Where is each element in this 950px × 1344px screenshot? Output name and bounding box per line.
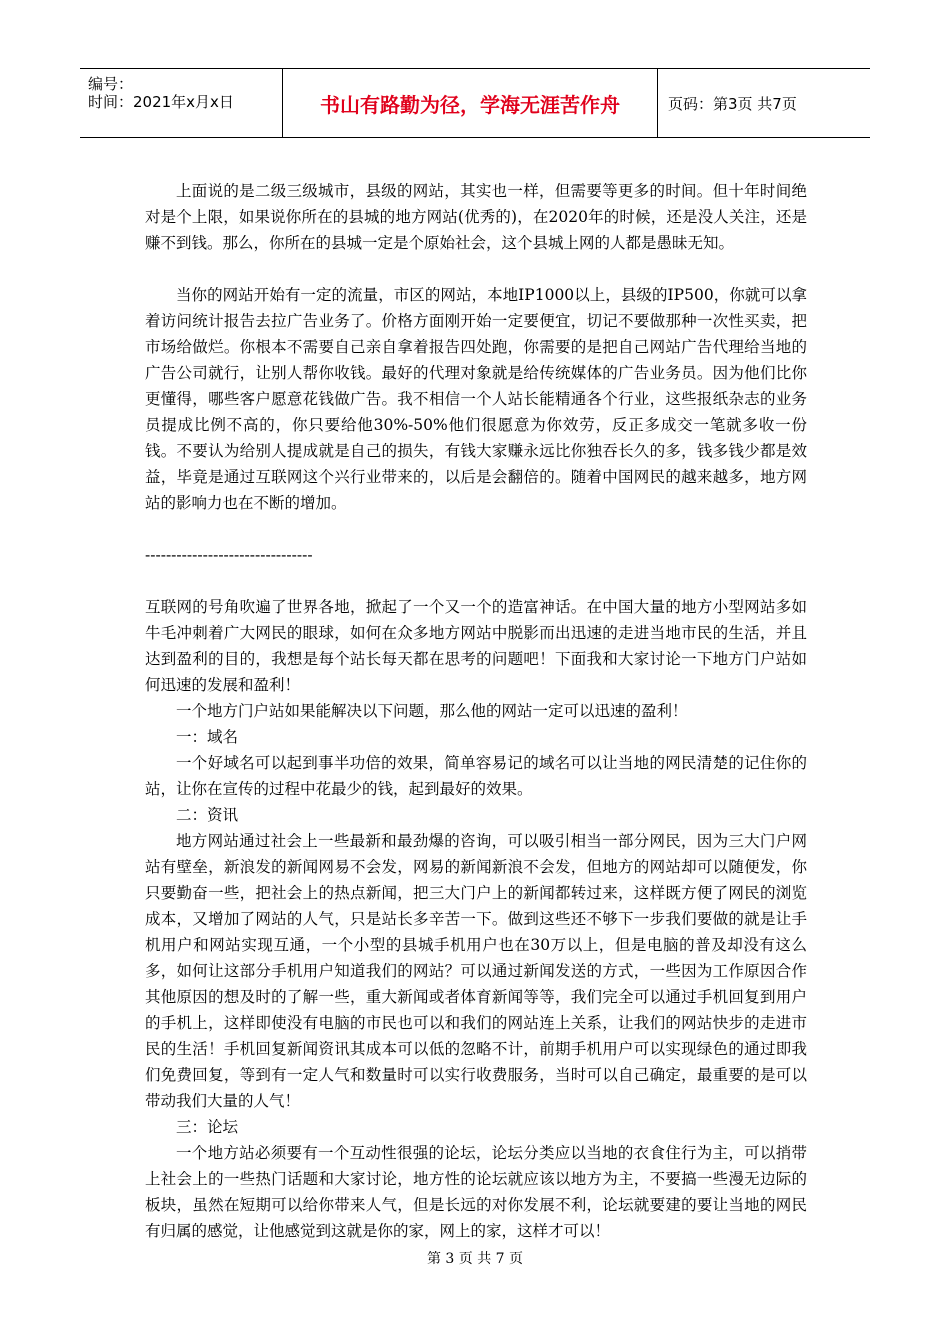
document-header — [80, 68, 870, 138]
header-page-info: 页码：第3页 共7页 — [668, 94, 797, 113]
date-line: 时间：2021年x月x日 — [88, 93, 234, 111]
serial-label: 编号： — [88, 75, 134, 93]
section-heading-domain: 一：域名 — [176, 728, 239, 746]
page-footer: 第 3 页 共 7 页 — [426, 1251, 524, 1267]
paragraph: 一个好域名可以起到事半功倍的效果，简单容易记的域名可以让当地的网民清楚的记住你的站，让你在宣传的过程中花最少的钱，起到最好的效果。 — [145, 754, 807, 798]
document-body — [145, 178, 807, 1244]
header-motto: 书山有路勤为径，学海无涯苦作舟 — [283, 69, 658, 137]
paragraph: 上面说的是二级三级城市，县级的网站，其实也一样，但需要等更多的时间。但十年时间绝对是个上限，如果说你所在的县城的地方网站(优秀的)，在2020年的时候，还是没人关注，还是赚不到钱。那么，你所在的县城一定是个原始社会，这个县城上网的人都是愚昧无知。 — [145, 182, 807, 252]
paragraph: 互联网的号角吹遍了世界各地，掀起了一个又一个的造富神话。在中国大量的地方小型网站多如牛毛冲刺着广大网民的眼球，如何在众多地方网站中脱影而出迅速的走进当地市民的生活，并且达到盈利的目的，我想是每个站长每天都在思考的问题吧！下面我和大家讨论一下地方门户站如何迅速的发展和盈利！ — [145, 598, 807, 694]
section-heading-news: 二：资讯 — [176, 806, 239, 824]
section-heading-forum: 三：论坛 — [176, 1118, 239, 1136]
header-meta-cell — [80, 69, 283, 137]
paragraph: 当你的网站开始有一定的流量，市区的网站，本地IP1000以上，县级的IP500，你就可以拿着访问统计报告去拉广告业务了。价格方面刚开始一定要便宜，切记不要做那种一次性买卖，把市场给做烂。你根本不需要自己亲自拿着报告四处跑，你需要的是把自己网站广告代理给当地的广告公司就行，让别人帮你收钱。最好的代理对象就是给传统媒体的广告业务员。因为他们比你更懂得，哪些客户愿意花钱做广告。我不相信一个人站长能精通各个行业，这些报纸杂志的业务员提成比例不高的，你只要给他30%-50%他们很愿意为你效劳，反正多成交一笔就多收一份钱。不要认为给别人提成就是自己的损失，有钱大家赚永远比你独吞长久的多，钱多钱少都是效益，毕竟是通过互联网这个兴行业带来的，以后是会翻倍的。随着中国网民的越来越多，地方网站的影响力也在不断的增加。 — [145, 286, 807, 512]
divider-line: -------------------------------- — [145, 546, 313, 564]
paragraph: 地方网站通过社会上一些最新和最劲爆的咨询，可以吸引相当一部分网民，因为三大门户网站有壁垒，新浪发的新闻网易不会发，网易的新闻新浪不会发，但地方的网站却可以随便发，你只要勤奋一些，把社会上的热点新闻，把三大门户上的新闻都转过来，这样既方便了网民的浏览成本，又增加了网站的人气，只是站长多辛苦一下。做到这些还不够下一步我们要做的就是让手机用户和网站实现互通，一个小型的县城手机用户也在30万以上，但是电脑的普及却没有这么多，如何让这部分手机用户知道我们的网站？可以通过新闻发送的方式，一些因为工作原因合作其他原因的想及时的了解一些，重大新闻或者体育新闻等等，我们完全可以通过手机回复到用户的手机上，这样即使没有电脑的市民也可以和我们的网站连上关系，让我们的网站快步的走进市民的生活！手机回复新闻资讯其成本可以低的忽略不计，前期手机用户可以实现绿色的通过即我们免费回复，等到有一定人气和数量时可以实行收费服务，当时可以自己确定，最重要的是可以带动我们大量的人气！ — [145, 832, 807, 1110]
paragraph: 一个地方站必须要有一个互动性很强的论坛，论坛分类应以当地的衣食住行为主，可以捎带上社会上的一些热门话题和大家讨论，地方性的论坛就应该以地方为主，不要搞一些漫无边际的板块，虽然在短期可以给你带来人气，但是长远的对你发展不利，论坛就要建的要让当地的网民有归属的感觉，让他感觉到这就是你的家，网上的家，这样才可以！ — [145, 1144, 807, 1240]
paragraph: 一个地方门户站如果能解决以下问题，那么他的网站一定可以迅速的盈利！ — [176, 702, 688, 720]
